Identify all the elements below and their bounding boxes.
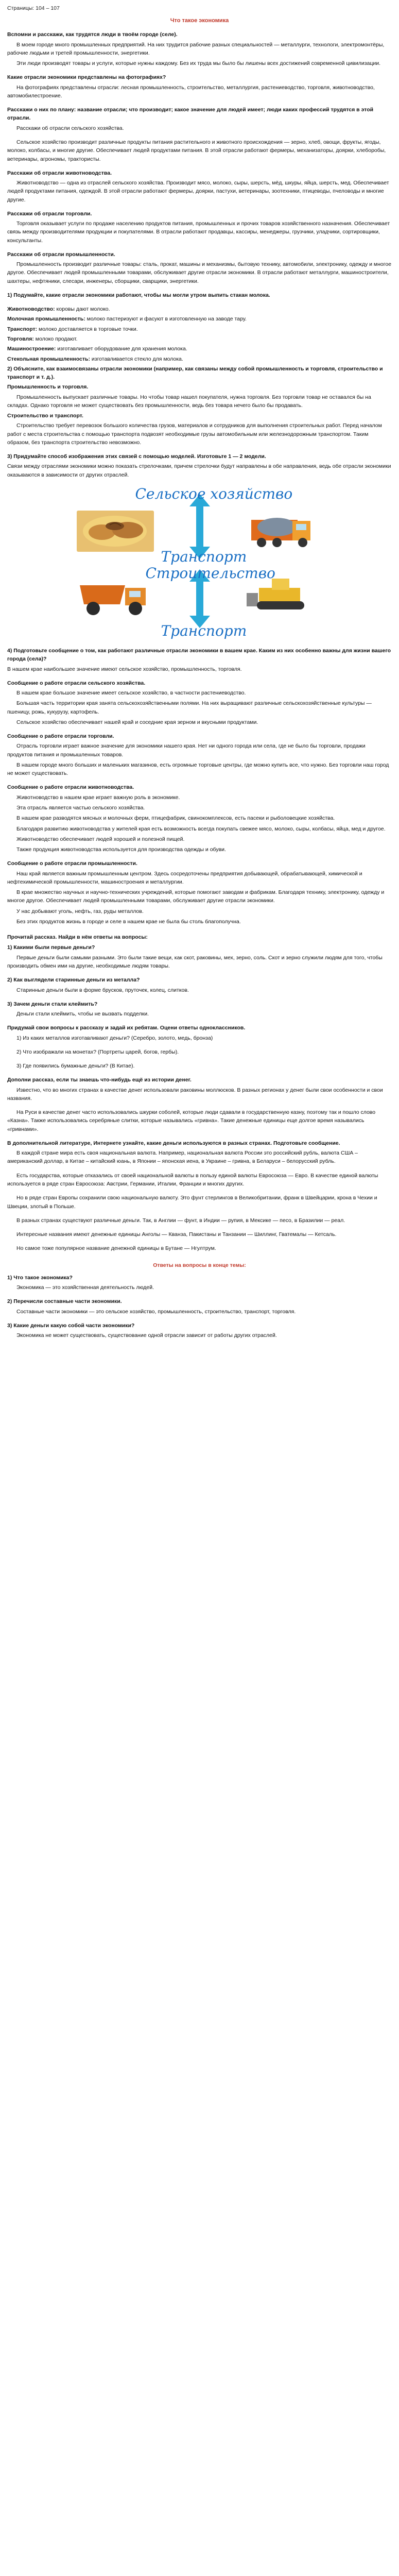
report-paragraph: Эта отрасль является частью сельского хозяйства. — [16, 804, 145, 811]
report-paragraph: Также продукция животноводства используется для производства одежды и обуви. — [16, 846, 226, 853]
qa-block — [7, 138, 392, 163]
question-text: Какие отрасли экономики представлены на фотографиях? — [7, 74, 166, 81]
money-answer: Но самое тоже популярное название денежной единицы в Бутане — Нгултрум. — [16, 1245, 216, 1252]
q4-question: 4) Подготовьте сообщение о том, как работают различные отрасли экономики в вашем крае. Каким из них особенно важны для жизни вашего города (села)? — [7, 648, 391, 663]
label-construction: Строительство — [145, 565, 275, 582]
milk-chain-value: изготавливает оборудование для хранения молока. — [56, 346, 187, 352]
report-heading: Сообщение о работе отрасли сельского хозяйства. — [7, 680, 146, 686]
money-question: Дополни рассказ, если ты знаешь что-нибудь ещё из истории денег. — [7, 1077, 192, 1083]
qa-block — [7, 106, 392, 132]
report-paragraph: Большая часть территории края занята сельскохозяйственными полями. На них выращивают различные сельскохозяйственные культуры — пшеницу, рожь, кукурузу, картофель. — [7, 700, 372, 715]
final-answer: Составные части экономики — это сельское хозяйство, промышленность, строительство, транспорт, торговля. — [16, 1308, 296, 1315]
relation-text: Строительство требует перевозок большого количества грузов, материалов и сотрудников для выполнения строительных работ. Перед началом работ с места строительства с помощью транспорта подвозят необходимые грузы автомобильным или железнодорожным транспортом. Таким образом, без транспорта строительство невозможно. — [7, 422, 382, 446]
milk-chain-key: Машиностроение: — [7, 346, 56, 352]
money-qa-item — [7, 1108, 392, 1133]
milk-chain-key: Молочная промышленность: — [7, 316, 85, 323]
milk-chain-item — [7, 325, 392, 333]
question-text: Расскажи об отрасли животноводства. — [7, 170, 112, 176]
money-qa-item — [7, 1024, 392, 1042]
money-answer: 1) Из каких металлов изготавливают деньги? (Серебро, золото, медь, бронза) — [16, 1035, 213, 1041]
final-answer-item — [7, 1274, 392, 1292]
report-paragraph: Наш край является важным промышленным центром. Здесь сосредоточены предприятия добывающей, обрабатывающей, химической и нефтехимической промышленности, машиностроения и металлургии. — [7, 870, 362, 885]
q2-question: 2) Объясните, как взаимосвязаны отрасли экономики (например, как связаны между собой промышленность и торговля, строительство и транспорт и т. д.). — [7, 365, 383, 381]
money-qa-item — [7, 1000, 392, 1019]
q4-answer: В нашем крае наибольшее значение имеют сельское хозяйство, промышленность, торговля. — [7, 666, 242, 672]
qa-block — [7, 250, 392, 285]
money-answer: Первые деньги были самыми разными. Это были такие вещи, как скот, раковины, мех, зерно, соль. Скот и зерно служили людям для того, чтобы производить обмен ими на другие, необходимые людям товары. — [7, 954, 383, 969]
milk-chain-value: коровы дают молоко. — [55, 306, 110, 313]
answers-title: Ответы на вопросы в конце темы: — [153, 1262, 246, 1268]
qa-block — [7, 169, 392, 204]
final-question: 1) Что такое экономика? — [7, 1274, 73, 1281]
money-answer: Есть государства, которые отказались от своей национальной валюты в пользу единой валюты Евросоюза — Евро. В качестве единой валюты используется в ряде стран Евросоюза: Австрии, Германии, Италии, Франции и многих других. — [7, 1172, 378, 1188]
money-answer: Интересные названия имеют денежные единицы Анголы — Кванза, Пакистаны и Танзании — Шиллинг, Гватемалы — Кетсаль. — [16, 1231, 337, 1238]
money-question: 2) Как выглядели старинные деньги из металла? — [7, 977, 140, 984]
money-question: Придумай свои вопросы к рассказу и задай их ребятам. Оцени ответы одноклассников. — [7, 1025, 246, 1031]
q2-items — [7, 383, 392, 447]
paragraph: Расскажи об отрасли сельского хозяйства. — [16, 125, 124, 131]
relation-heading: Строительство и транспорт. — [7, 413, 83, 419]
milk-chain-value: молоко пастеризуют и фасуют в изготовленную на заводе тару. — [85, 316, 247, 323]
read-heading: Прочитай рассказ. Найди в нём ответы на вопросы: — [7, 934, 148, 941]
money-answer: На Руси в качестве денег часто использовались шкурки соболей, которые люди сдавали в государственную казну, поэтому так и пошло слово «Казна». Также использовались серебряные слитки, которые назывались «гривна». Такие денежные единицы еще долгое время назывались «гривнами». — [7, 1109, 376, 1132]
money-qa-item — [7, 1062, 392, 1070]
money-answer: 2) Что изображали на монетах? (Портреты царей, богов, гербы). — [16, 1048, 179, 1055]
report-heading: Сообщение о работе отрасли животноводства. — [7, 784, 134, 791]
q3-block — [7, 452, 392, 479]
milk-chain-item — [7, 315, 392, 323]
final-answer-item — [7, 1297, 392, 1316]
question-text: 1) Подумайте, какие отрасли экономики работают, чтобы мы могли утром выпить стакан молока. — [7, 292, 270, 298]
q3-answer: Связи между отраслями экономики можно показать стрелочками, причем стрелочки будут направлены в обе направления, ведь обе отрасли экономики оказываются в зависимости от других отраслей. — [7, 463, 391, 478]
money-qa-item — [7, 976, 392, 994]
intro-blocks — [7, 30, 392, 299]
cement-truck-image — [251, 518, 310, 547]
money-question: В дополнительной литературе, Интернете узнайте, какие деньги используются в разных странах. Подготовьте сообщение. — [7, 1140, 340, 1146]
money-answer: В каждой стране мира есть своя национальная валюта. Например, национальная валюта России это российский рубль, валюта США – американский доллар, в Китае – китайский юань, в Японии – японская иена, в Украине – гривна, в Беларуси – белорусский рубль. — [7, 1150, 358, 1165]
report-paragraph: В нашем крае разводятся мясных и молочных ферм, птицефабрик, свинокомплексов, есть пасеки и рыболовецкие хозяйства. — [16, 815, 335, 822]
money-answer: Старинные деньги были в форме брусков, пруточек, колец, слитков. — [16, 987, 189, 993]
question-text: Расскажи о них по плану: название отрасли; что производит; какое значение для людей имеет; люди каких профессий трудятся в этой отрасли. — [7, 107, 374, 122]
final-question: 2) Перечисли составные части экономики. — [7, 1298, 122, 1305]
page-number: Страницы: 104 – 107 — [7, 5, 60, 11]
label-transport-2: Транспорт — [161, 622, 247, 639]
report-paragraph: Отрасль торговли играет важное значение для экономики нашего края. Нет ни одного города или села, где не было бы торговли, продажи продуктов питания и промышленных товаров. — [7, 743, 366, 758]
money-qa-item — [7, 1076, 392, 1103]
dump-truck-image — [80, 585, 146, 615]
paragraph: Сельское хозяйство производит различные продукты питания растительного и животного происхождения — зерно, хлеб, овощи, фрукты, ягоды, молоко, колбасы, и многие другие. Обеспечивает людей продуктами питания. В этой отрасли работают фермеры, механизаторы, доярки, хлеборобы, ветеринары, агрономы, трактористы. — [7, 139, 386, 162]
q2-block — [7, 365, 392, 447]
final-answers — [7, 1274, 392, 1340]
qa-block — [7, 210, 392, 245]
report-paragraph: Животноводство обеспечивает людей хорошей и полезной пищей. — [16, 836, 185, 842]
paragraph: Промышленность производит различные товары: сталь, прокат, машины и механизмы, бытовую технику, автомобили, электронику, одежду и многое другое. Обеспечивает людей промышленными товарами, обслуживает другие отрасли экономики. В отрасли работают металлурги, машиностроители, шахтеры, нефтяники, слесари, инженеры, сборщики, сварщики, энергетики. — [7, 261, 392, 284]
money-answer: 3) Где появились бумажные деньги? (В Китае). — [16, 1063, 135, 1070]
q4-block — [7, 647, 392, 673]
wheat-field-image — [77, 511, 154, 552]
money-answer: Известно, что во многих странах в качестве денег использовали раковины моллюсков. В разных регионах у денег были свои особенности и свои названия. — [7, 1087, 383, 1101]
money-answer: Деньги стали клеймить, чтобы не вызвать подделки. — [16, 1011, 149, 1018]
model-figure — [74, 485, 326, 639]
report-block — [7, 859, 392, 926]
money-qa-item — [7, 1048, 392, 1056]
milk-chain-key: Торговля: — [7, 336, 34, 343]
qa-block — [7, 30, 392, 67]
paragraph: Эти люди производят товары и услуги, которые нужны каждому. Без их труда мы было бы лишены всех достижений современной цивилизации. — [16, 60, 381, 67]
q3-question: 3) Придумайте способ изображения этих связей с помощью моделей. Изготовьте 1 — 2 модели. — [7, 453, 266, 460]
milk-chain-key: Стекольная промышленность: — [7, 355, 90, 362]
money-question: 3) Зачем деньги стали клеймить? — [7, 1001, 98, 1007]
money-qa-item — [7, 1230, 392, 1239]
relation-text: Промышленность выпускает различные товары. Но чтобы товар нашел покупателя, нужна торговля. Без торговли товар не оставался бы на складах. Однако торговля не может существовать без промышленности, ведь без товара нечего было бы продавать. — [7, 394, 371, 409]
milk-chain-value: молоко доставляется в торговые точки. — [37, 326, 138, 332]
paragraph: Животноводство — одна из отраслей сельского хозяйства. Производит мясо, молоко, сыры, шерсть, мёд, шкуры, яйца, шерсть, мед. Обеспечивает людей продуктами питания, одеждой. В этой отрасли работают фермеры, доярки, пастухи, ветеринары, зоотехники, птицеводы, пчеловоды и многие другие. — [7, 180, 389, 203]
report-paragraph: Благодаря развитию животноводства у жителей края есть возможность всегда покупать свежее мясо, молоко, сыры, колбасы, яйца, мед и другое. — [16, 825, 386, 832]
final-answer-item — [7, 1321, 392, 1340]
milk-chain-item — [7, 355, 392, 363]
page-title: Что такое экономика — [170, 18, 229, 24]
report-paragraph: Животноводство в нашем крае играет важную роль в экономике. — [16, 794, 180, 801]
money-qa-item — [7, 1216, 392, 1225]
final-question: 3) Какие деньги какую собой части экономики? — [7, 1322, 135, 1329]
question-text: Расскажи об отрасли торговли. — [7, 210, 92, 217]
qa-block — [7, 73, 392, 100]
money-qa-item — [7, 1194, 392, 1211]
paragraph: На фотографиях представлены отрасли: лесная промышленность, строительство, металлургия, растениеводство, торговля, животноводство, автомобилестроение. — [7, 84, 375, 99]
milk-chain-key: Транспорт: — [7, 326, 38, 332]
milk-chain-list — [7, 305, 392, 363]
final-answer: Экономика — это хозяйственная деятельность людей. — [16, 1284, 154, 1291]
milk-chain-value: молоко продают. — [33, 336, 78, 343]
question-text: Вспомни и расскажи, как трудятся люди в твоём городе (селе). — [7, 31, 178, 38]
milk-chain-item — [7, 305, 392, 313]
paragraph: Торговля оказывает услуги по продаже населению продуктов питания, промышленных и прочих товаров хозяйственного назначения. Обеспечивает связь между производителями продукции и покупателями. В отрасли работают продавцы, кассиры, менеджеры, грузчики, уладчики, сортировщики, консультанты. — [7, 221, 390, 244]
paragraph: В моем городе много промышленных предприятий. На них трудится рабочие разных специальностей — металлурги, технологи, электромонтёры, рабочие людьми и третей промышленности, энергетики. — [7, 41, 385, 56]
report-paragraph: У нас добывают уголь, нефть, газ, руды металлов. — [16, 908, 144, 914]
money-qa-item — [7, 1139, 392, 1166]
reports — [7, 679, 392, 926]
milk-chain-item — [7, 335, 392, 343]
relation-heading: Промышленность и торговля. — [7, 384, 89, 391]
money-qa-item — [7, 943, 392, 970]
milk-chain-value: изготавливается стекло для молока. — [90, 355, 183, 362]
label-agriculture: Сельское хозяйство — [135, 485, 293, 502]
money-qa-item — [7, 1244, 392, 1252]
milk-chain-key: Животноводство: — [7, 306, 55, 313]
money-qa-item — [7, 1172, 392, 1189]
report-heading: Сообщение о работе отрасли промышленности. — [7, 860, 137, 867]
money-answer: В разных странах существуют различные деньги. Так, в Англии — фунт, в Индии — рупия, в Мексике — песо, в Бразилии — реал. — [16, 1217, 345, 1224]
question-text: Расскажи об отрасли промышленности. — [7, 251, 115, 258]
report-block — [7, 783, 392, 854]
report-paragraph: Сельское хозяйство обеспечивает нашей край и соседние края зерном и вкусными продуктами. — [16, 719, 258, 725]
money-qa — [7, 943, 392, 1252]
qa-block — [7, 291, 392, 299]
label-transport-1: Транспорт — [161, 548, 247, 565]
final-answer: Экономика не может существовать, существование одной отрасли зависит от работы других отраслей. — [16, 1332, 277, 1339]
report-heading: Сообщение о работе отрасли торговли. — [7, 733, 114, 740]
report-block — [7, 732, 392, 777]
report-paragraph: В нашем крае большое значение имеет сельское хозяйство, в частности растениеводство. — [16, 690, 246, 697]
milk-chain-item — [7, 345, 392, 353]
money-answer: Но в ряде стран Европы сохранили свою национальную валюту. Это фунт стерлингов в Великобритании, франк в Швейцарии, крона в Чехии и Швеции, злотый в Польше. — [7, 1195, 377, 1210]
report-paragraph: В крае множество научных и научно-технических учреждений, которые помогают заводам и фабрикам. Благодаря технику, электронику, одежду и многое другое. Обеспечивает людей промышленными товарами, обслуживает другие отрасли экономики. — [7, 889, 385, 904]
report-paragraph: В нашем городе много больших и маленьких магазинов, есть огромные торговые центры, где можно купить все, что нужно. Без торговли наш город не может существовать. — [7, 761, 389, 777]
money-question: 1) Какими были первые деньги? — [7, 944, 95, 951]
report-paragraph: Без этих продуктов жизнь в городе и селе в нашем крае не была бы столь благополучна. — [16, 918, 241, 925]
report-block — [7, 679, 392, 726]
